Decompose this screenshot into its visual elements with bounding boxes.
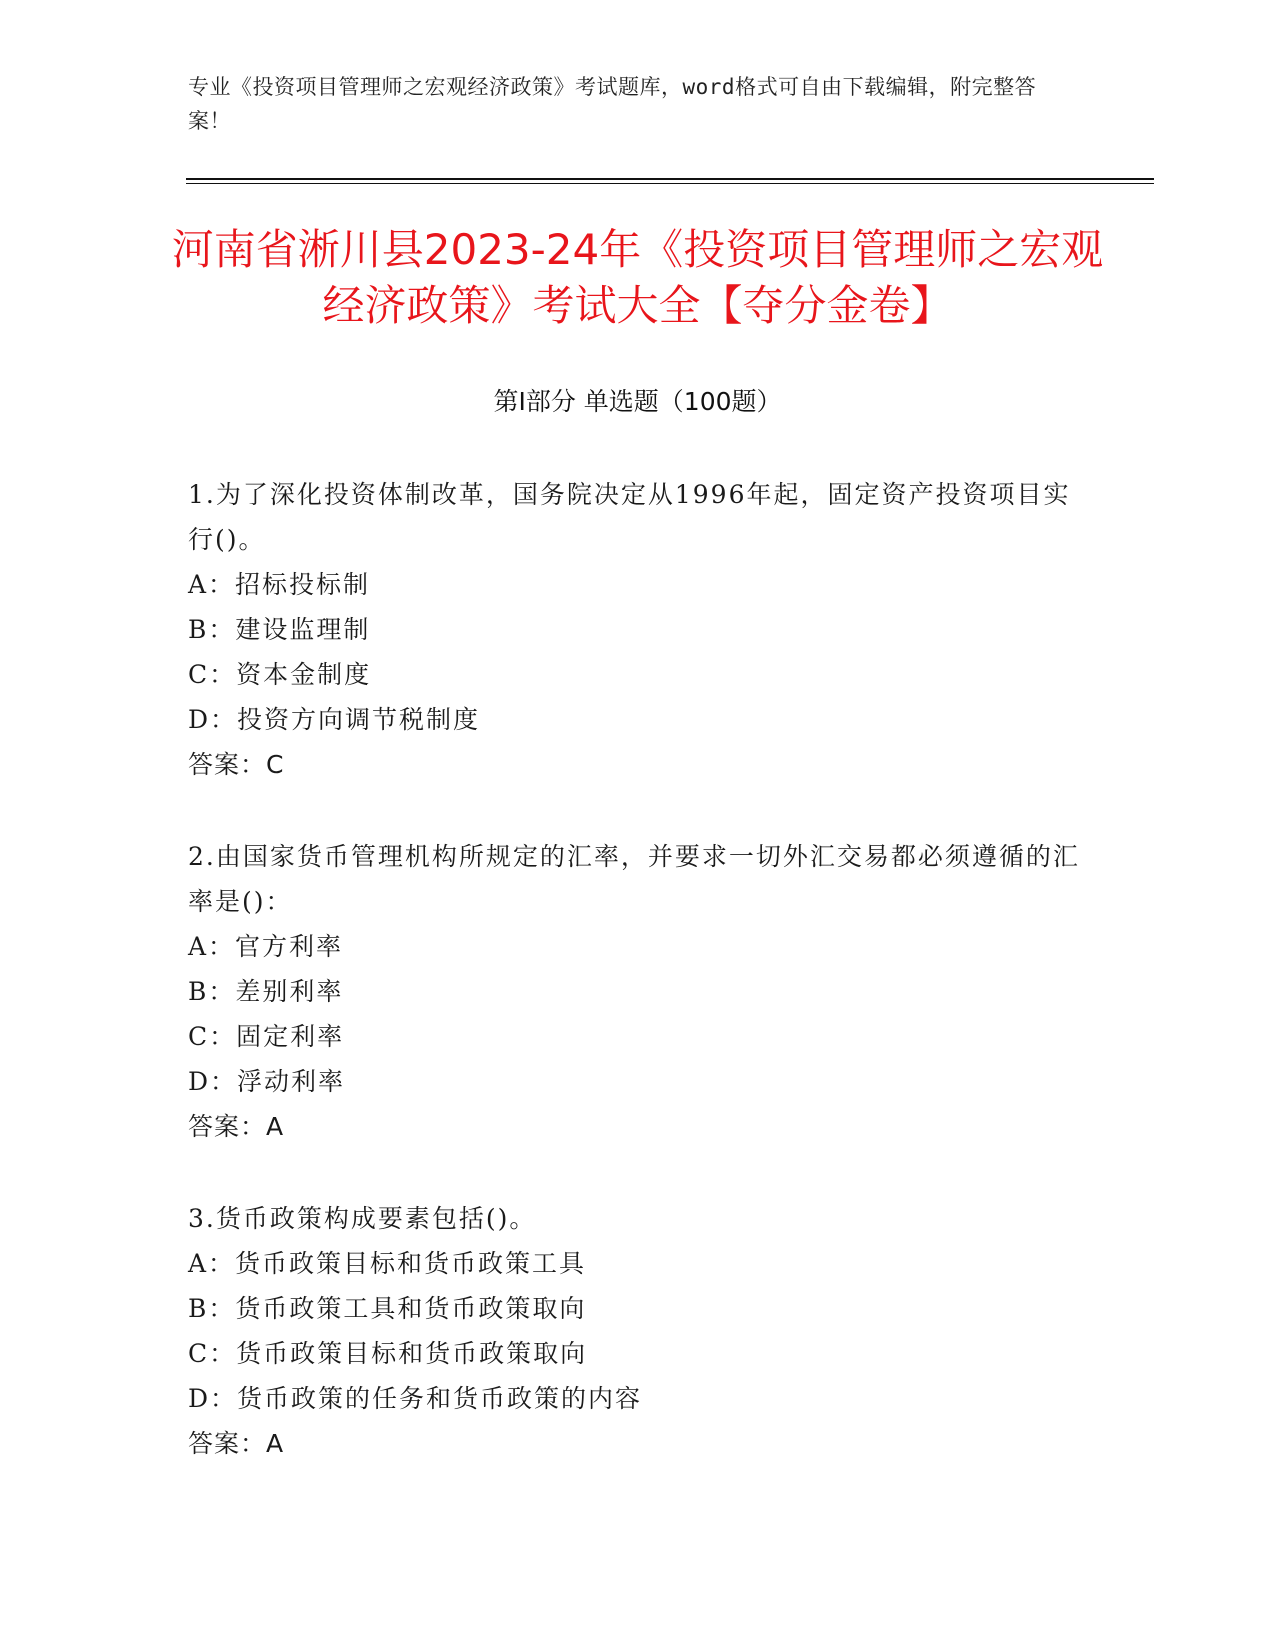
- option-c: C：固定利率: [188, 1022, 345, 1051]
- header-rule-thick: [186, 178, 1154, 180]
- header-note: 专业《投资项目管理师之宏观经济政策》考试题库，word格式可自由下载编辑，附完整答案！: [188, 75, 1037, 133]
- option-d: D：货币政策的任务和货币政策的内容: [188, 1384, 643, 1413]
- question-stem: 2.由国家货币管理机构所规定的汇率，并要求一切外汇交易都必须遵循的汇率是()：: [188, 842, 1080, 916]
- option-c: C：货币政策目标和货币政策取向: [188, 1339, 588, 1368]
- option-c: C：资本金制度: [188, 660, 372, 689]
- option-b: B：差别利率: [188, 977, 344, 1006]
- answer-line: 答案：A: [188, 1429, 285, 1458]
- answer-line: 答案：A: [188, 1112, 285, 1141]
- option-d: D：投资方向调节税制度: [188, 705, 481, 734]
- question-3: [188, 1196, 1088, 1467]
- option-a: A：招标投标制: [188, 570, 371, 599]
- question-stem: 1.为了深化投资体制改革，国务院决定从1996年起，固定资产投资项目实行()。: [188, 480, 1071, 554]
- option-a: A：官方利率: [188, 932, 344, 961]
- question-stem: 3.货币政策构成要素包括()。: [188, 1204, 537, 1233]
- section-heading: 第Ⅰ部分 单选题（100题）: [493, 387, 782, 416]
- question-1: [188, 472, 1088, 788]
- option-b: B：货币政策工具和货币政策取向: [188, 1294, 587, 1323]
- option-d: D：浮动利率: [188, 1067, 346, 1096]
- document-title: 河南省淅川县2023-24年《投资项目管理师之宏观经济政策》考试大全【夺分金卷】: [171, 225, 1104, 330]
- option-b: B：建设监理制: [188, 615, 371, 644]
- answer-line: 答案：C: [188, 750, 285, 779]
- option-a: A：货币政策目标和货币政策工具: [188, 1249, 587, 1278]
- header-rule-thin: [186, 183, 1154, 184]
- question-2: [188, 834, 1088, 1150]
